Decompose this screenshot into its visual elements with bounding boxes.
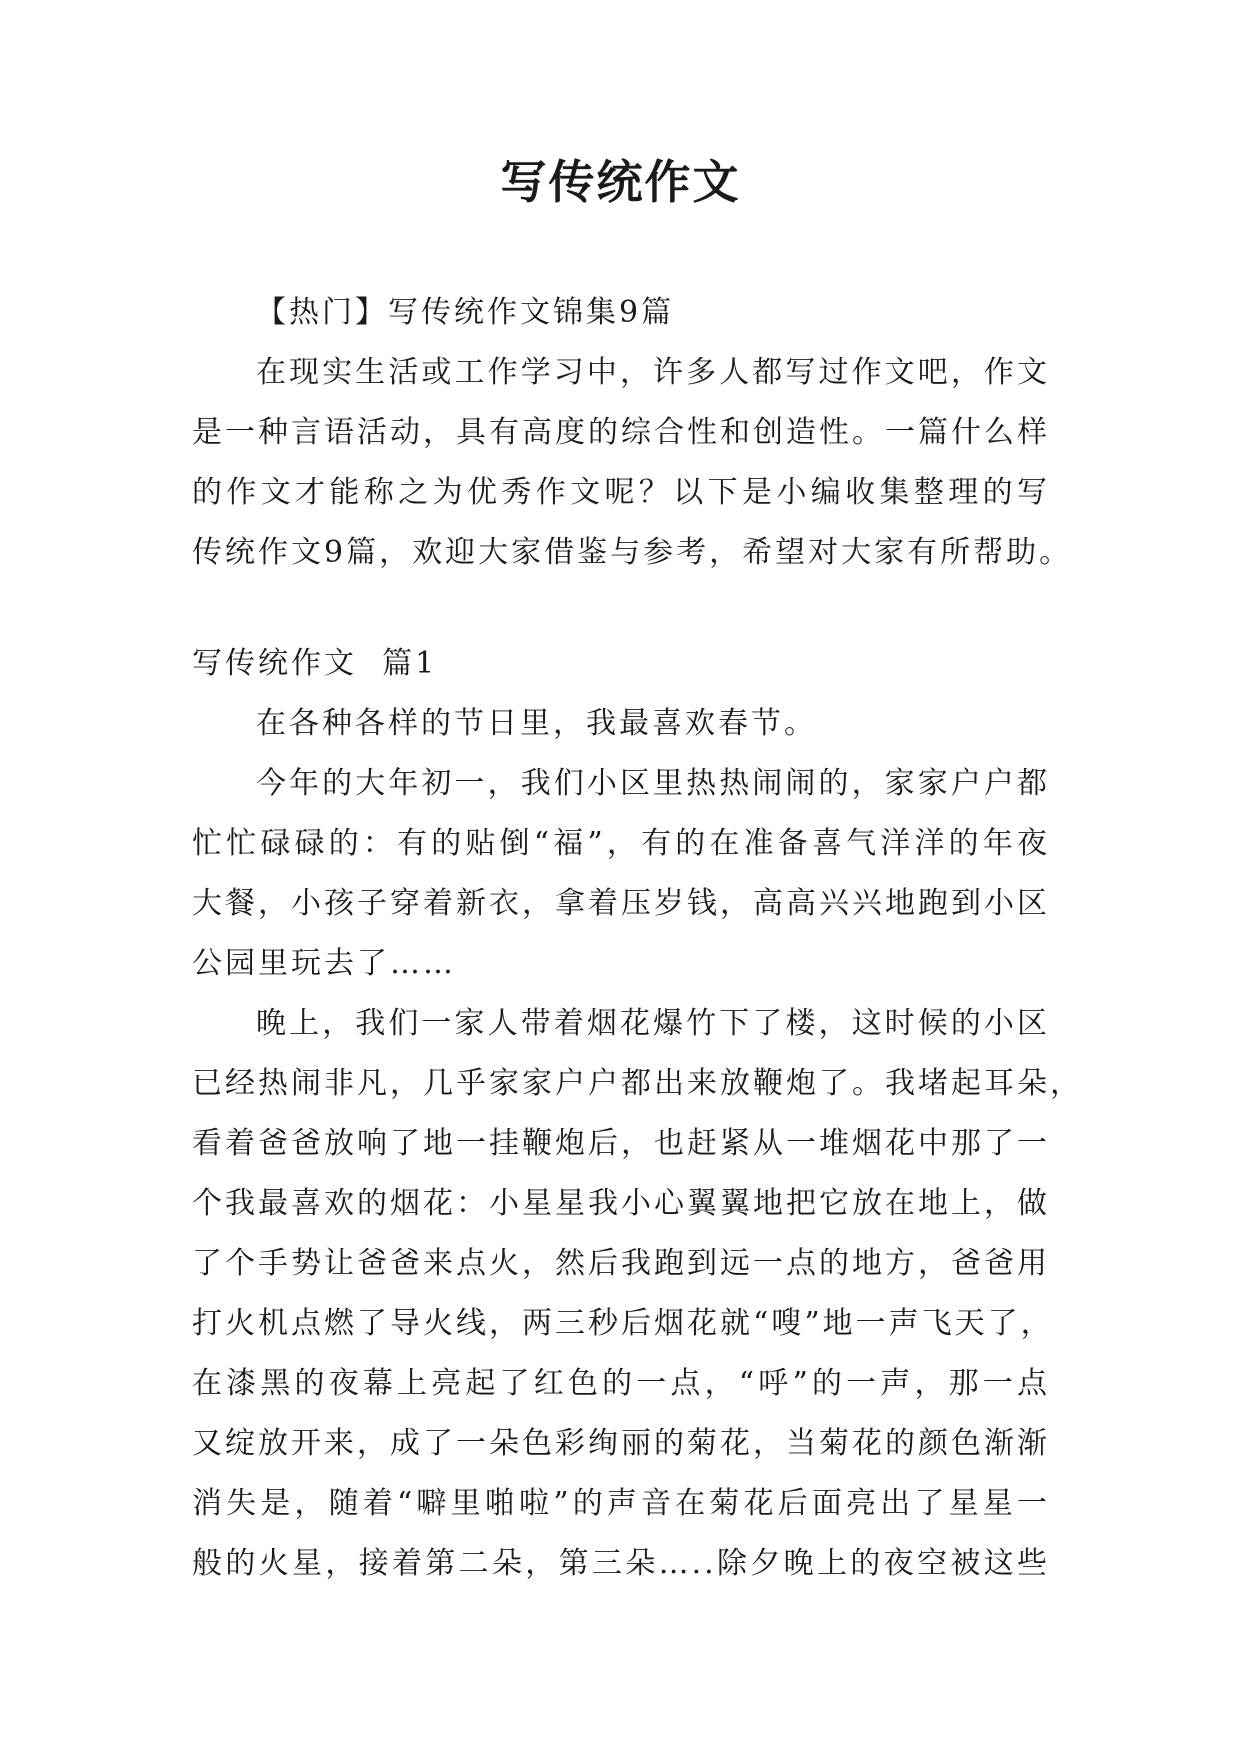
body-line: 个我最喜欢的烟花：小星星我小心翼翼地把它放在地上，做 <box>192 1186 1050 1221</box>
body-line: 今年的大年初一，我们小区里热热闹闹的，家家户户都 <box>256 766 1050 801</box>
body-line: 般的火星，接着第二朵，第三朵…..除夕晚上的夜空被这些 <box>192 1546 1050 1581</box>
body-line: 忙忙碌碌的：有的贴倒“福”，有的在准备喜气洋洋的年夜 <box>192 826 1050 861</box>
body-line: 在各种各样的节日里，我最喜欢春节。 <box>256 706 817 741</box>
intro-line: 的作文才能称之为优秀作文呢？以下是小编收集整理的写 <box>192 475 1050 510</box>
intro-heading: 【热门】写传统作文锦集9篇 <box>256 295 675 330</box>
body-line: 大餐，小孩子穿着新衣，拿着压岁钱，高高兴兴地跑到小区 <box>192 886 1050 921</box>
intro-line: 在现实生活或工作学习中，许多人都写过作文吧，作文 <box>256 355 1050 390</box>
body-line: 打火机点燃了导火线，两三秒后烟花就“嗖”地一声飞天了， <box>192 1306 1054 1341</box>
intro-line: 是一种言语活动，具有高度的综合性和创造性。一篇什么样 <box>192 415 1050 450</box>
body-line: 又绽放开来，成了一朵色彩绚丽的菊花，当菊花的颜色渐渐 <box>192 1426 1050 1461</box>
intro-line: 传统作文9篇，欢迎大家借鉴与参考，希望对大家有所帮助。 <box>192 535 1073 570</box>
document-title: 写传统作文 <box>500 155 741 209</box>
body-line: 已经热闹非凡，几乎家家户户都出来放鞭炮了。我堵起耳朵， <box>192 1066 1083 1101</box>
body-line: 在漆黑的夜幕上亮起了红色的一点，“呼”的一声，那一点 <box>192 1366 1050 1401</box>
body-line: 消失是，随着“噼里啪啦”的声音在菊花后面亮出了星星一 <box>192 1486 1050 1521</box>
body-line: 了个手势让爸爸来点火，然后我跑到远一点的地方，爸爸用 <box>192 1246 1050 1281</box>
body-line: 晚上，我们一家人带着烟花爆竹下了楼，这时候的小区 <box>256 1006 1050 1041</box>
body-line: 看着爸爸放响了地一挂鞭炮后，也赶紧从一堆烟花中那了一 <box>192 1126 1050 1161</box>
body-line: 公园里玩去了…… <box>192 946 456 981</box>
section-heading: 写传统作文 篇1 <box>192 646 438 681</box>
